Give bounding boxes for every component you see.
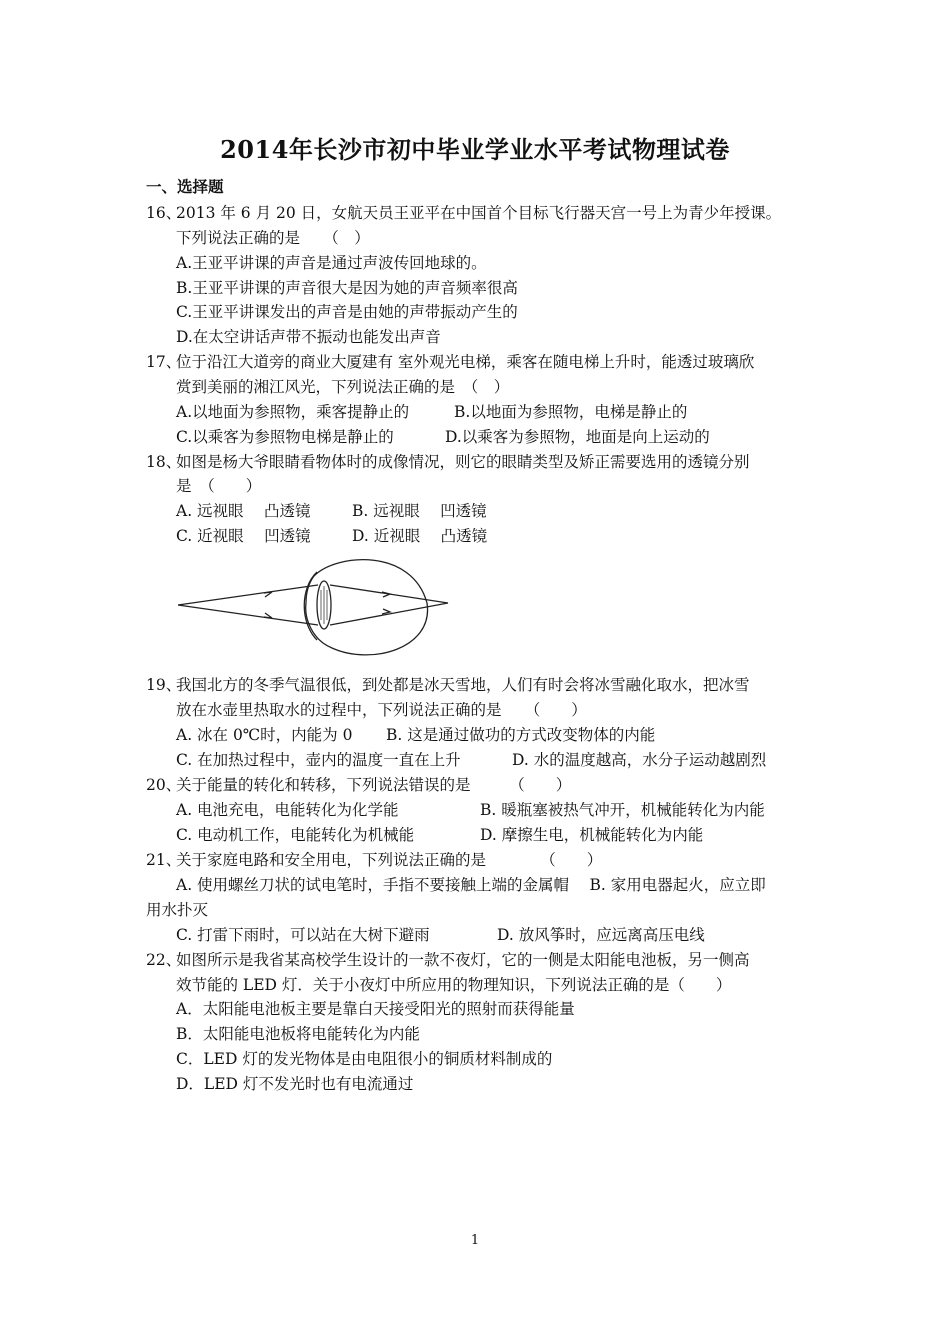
question-number: 16、 bbox=[146, 204, 182, 222]
question-text-cont: 下列说法正确的是 （ ） bbox=[176, 229, 370, 247]
option-d: D. 水的温度越高，水分子运动越剧烈 bbox=[512, 751, 767, 769]
arrowhead-bottom-out bbox=[382, 609, 390, 614]
option-c: C. 在加热过程中，壶内的温度一直在上升 bbox=[176, 751, 461, 769]
question-text: 位于沿江大道旁的商业大厦建有 室外观光电梯，乘客在随电梯上升时，能透过玻璃欣 bbox=[176, 353, 755, 371]
question-text-cont: 效节能的 LED 灯．关于小夜灯中所应用的物理知识，下列说法正确的是（ ） bbox=[176, 976, 732, 994]
option-d: D. 摩擦生电，机械能转化为内能 bbox=[480, 826, 704, 844]
option-a: A.以地面为参照物，乘客提静止的 bbox=[176, 403, 410, 421]
question-text: 2013 年 6 月 20 日，女航天员王亚平在中国首个目标飞行器天宫一号上为青少年授课。 bbox=[176, 204, 782, 222]
question-text: 关于家庭电路和安全用电，下列说法正确的是 （ ） bbox=[176, 851, 603, 869]
option-a: A.王亚平讲课的声音是通过声波传回地球的。 bbox=[176, 254, 487, 272]
option-a: A. 远视眼 凸透镜 bbox=[176, 502, 311, 520]
eye-diagram bbox=[172, 548, 462, 664]
option-d: D. 近视眼 凸透镜 bbox=[352, 527, 488, 545]
option-b: B. 远视眼 凹透镜 bbox=[352, 502, 487, 520]
option-a-b: A. 使用螺丝刀状的试电笔时，手指不要接触上端的金属帽 B. 家用电器起火，应立即 bbox=[176, 876, 766, 894]
option-d: D. 放风筝时，应远离高压电线 bbox=[497, 926, 705, 944]
option-b: B.以地面为参照物，电梯是静止的 bbox=[454, 403, 688, 421]
ray-top-in bbox=[178, 585, 318, 605]
page-number: 1 bbox=[470, 1233, 480, 1248]
question-number: 22、 bbox=[146, 951, 182, 969]
question-number: 17、 bbox=[146, 353, 182, 371]
question-number: 20、 bbox=[146, 776, 182, 794]
exam-title: 2014年长沙市初中毕业学业水平考试物理试卷 bbox=[220, 135, 730, 164]
option-d: D.以乘客为参照物，地面是向上运动的 bbox=[445, 428, 710, 446]
arrowhead-top bbox=[264, 592, 272, 597]
option-c: C. 电动机工作，电能转化为机械能 bbox=[176, 826, 415, 844]
option-b: B. 暖瓶塞被热气冲开，机械能转化为内能 bbox=[480, 801, 765, 819]
question-number: 19、 bbox=[146, 676, 182, 694]
ray-bottom-out bbox=[330, 603, 448, 625]
option-a: A. 冰在 0℃时，内能为 0 bbox=[176, 726, 353, 744]
option-c: C.王亚平讲课发出的声音是由她的声带振动产生的 bbox=[176, 303, 518, 321]
question-text: 关于能量的转化和转移，下列说法错误的是 （ ） bbox=[176, 776, 572, 794]
question-text-cont: 赏到美丽的湘江风光，下列说法正确的是 （ ） bbox=[176, 378, 510, 396]
question-number: 18、 bbox=[146, 453, 182, 471]
option-b: B．太阳能电池板将电能转化为内能 bbox=[176, 1025, 420, 1043]
question-text-cont: 是 （ ） bbox=[176, 477, 262, 495]
option-c: C. 打雷下雨时，可以站在大树下避雨 bbox=[176, 926, 430, 944]
option-c: C.以乘客为参照物电梯是静止的 bbox=[176, 428, 394, 446]
section-heading: 一、选择题 bbox=[146, 177, 224, 196]
option-d: D．LED 灯不发光时也有电流通过 bbox=[176, 1075, 414, 1093]
lens-shading bbox=[321, 586, 327, 624]
option-c: C．LED 灯的发光物体是由电阻很小的铜质材料制成的 bbox=[176, 1050, 553, 1068]
option-a: A. 电池充电，电能转化为化学能 bbox=[176, 801, 399, 819]
question-text: 如图所示是我省某高校学生设计的一款不夜灯，它的一侧是太阳能电池板，另一侧高 bbox=[176, 951, 750, 969]
option-a: A．太阳能电池板主要是靠白天接受阳光的照射而获得能量 bbox=[176, 1000, 575, 1018]
option-b: B. 这是通过做功的方式改变物体的内能 bbox=[386, 726, 656, 744]
option-wrap: 用水扑灭 bbox=[146, 901, 209, 919]
question-number: 21、 bbox=[146, 851, 182, 869]
option-b: B.王亚平讲课的声音很大是因为她的声音频率很高 bbox=[176, 279, 518, 297]
arrowhead-top-out bbox=[382, 592, 390, 597]
question-text: 我国北方的冬季气温很低，到处都是冰天雪地，人们有时会将冰雪融化取水，把冰雪 bbox=[176, 676, 750, 694]
option-c: C. 近视眼 凹透镜 bbox=[176, 527, 311, 545]
question-text: 如图是杨大爷眼睛看物体时的成像情况，则它的眼睛类型及矫正需要选用的透镜分别 bbox=[176, 453, 750, 471]
question-text-cont: 放在水壶里热取水的过程中，下列说法正确的是 （ ） bbox=[176, 701, 587, 719]
arrowhead-bottom bbox=[264, 613, 272, 618]
ray-bottom-in bbox=[178, 605, 318, 625]
option-d: D.在太空讲话声带不振动也能发出声音 bbox=[176, 328, 441, 346]
